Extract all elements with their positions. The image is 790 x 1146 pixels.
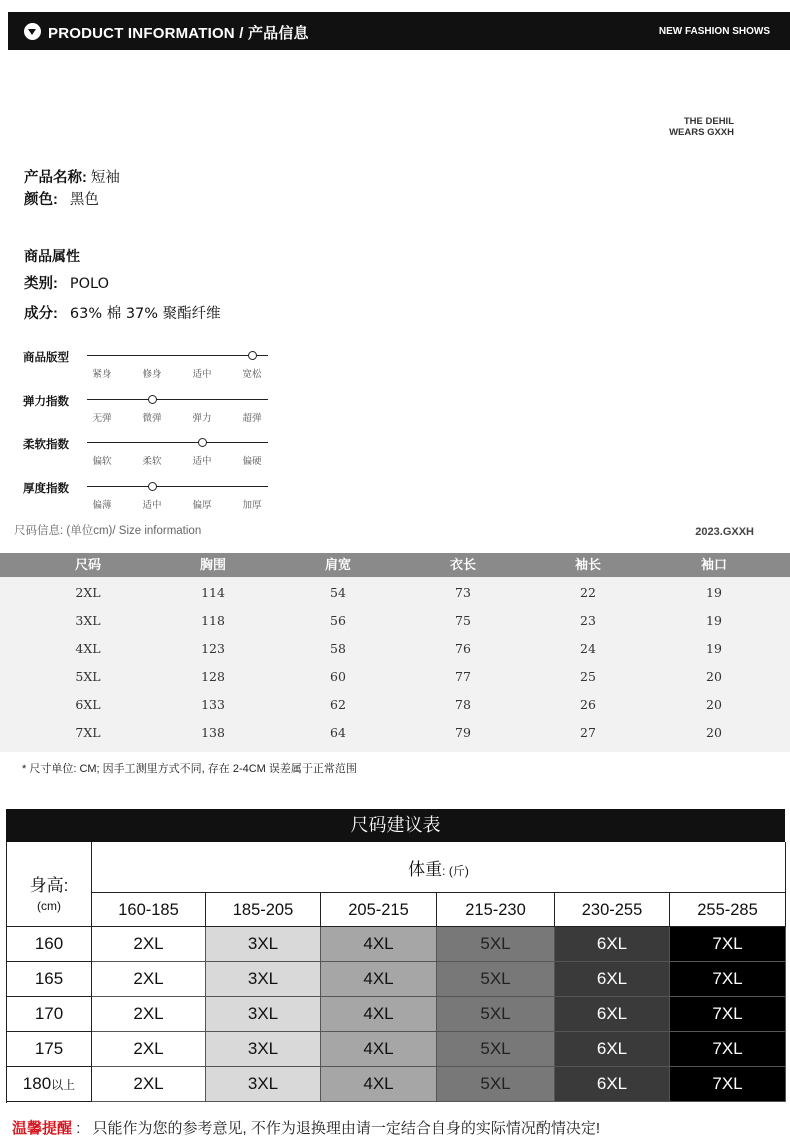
size-col-header: 袖口 <box>700 557 727 572</box>
slider-knob <box>148 482 157 491</box>
attribute-slider <box>23 480 283 520</box>
size-recommendation-cell: 4XL <box>321 1067 437 1102</box>
slider-track <box>87 442 268 443</box>
brand-mark <box>669 116 734 138</box>
slider-knob <box>198 438 207 447</box>
slider-tick-label: 宽松 <box>242 369 262 380</box>
size-table-cell: 2XL <box>75 585 101 600</box>
size-table-cell: 25 <box>580 669 596 684</box>
recommendation-table <box>6 842 785 1103</box>
size-col-header: 胸围 <box>199 557 226 572</box>
product-color-value: 黑色 <box>69 192 99 208</box>
size-recommendation-cell: 6XL <box>555 927 670 962</box>
size-recommendation-cell: 2XL <box>92 1067 206 1102</box>
header-title: PRODUCT INFORMATION / 产品信息 <box>48 25 309 42</box>
size-table-cell: 19 <box>706 641 722 656</box>
size-info-heading: 尺码信息: (单位cm)/ Size information <box>14 525 202 537</box>
recommendation-title: 尺码建议表 <box>6 809 785 842</box>
height-value-cell <box>7 1067 92 1102</box>
weight-range-header: 205-215 <box>321 893 437 927</box>
product-name-value: 短袖 <box>90 170 120 186</box>
size-table-cell: 3XL <box>75 613 101 628</box>
height-value-cell <box>7 962 92 997</box>
size-table-cell: 123 <box>201 641 225 656</box>
size-table-cell: 23 <box>580 613 596 628</box>
year-label: 2023.GXXH <box>695 526 754 538</box>
size-table-cell: 77 <box>455 669 471 684</box>
size-col-header: 肩宽 <box>324 557 351 572</box>
slider-track <box>87 355 268 356</box>
size-table-cell: 78 <box>455 697 471 712</box>
weight-range-header: 160-185 <box>92 893 206 927</box>
header-tag: NEW FASHION SHOWS <box>658 26 770 37</box>
size-recommendation-cell: 2XL <box>92 927 206 962</box>
slider-tick-label: 弹力 <box>192 413 212 424</box>
size-table-cell: 20 <box>706 669 722 684</box>
size-recommendation-cell: 7XL <box>670 927 786 962</box>
product-name-label: 产品名称: <box>24 170 87 186</box>
height-value: 165 <box>34 969 64 988</box>
size-table-cell: 20 <box>706 697 722 712</box>
height-header-unit: (cm) <box>37 899 61 913</box>
size-table-cell: 75 <box>455 613 471 628</box>
size-recommendation-cell: 6XL <box>555 962 670 997</box>
slider-tick-label: 偏薄 <box>92 500 112 511</box>
size-table-cell: 138 <box>201 725 225 740</box>
height-header-label: 身高: <box>29 876 69 895</box>
weight-range-header: 255-285 <box>670 893 786 927</box>
height-value-cell <box>7 927 92 962</box>
slider-label: 柔软指数 <box>23 439 69 451</box>
size-recommendation-cell: 5XL <box>437 1032 555 1067</box>
category-label: 类别: <box>24 276 58 292</box>
size-recommendation-cell: 5XL <box>437 962 555 997</box>
size-table-cell: 62 <box>330 697 346 712</box>
header-bar <box>8 12 790 50</box>
weight-header-unit: : (斤) <box>442 864 469 878</box>
height-value-cell <box>7 1032 92 1067</box>
slider-tick-label: 微弹 <box>142 413 162 424</box>
chevron-down-circle-icon <box>24 23 41 40</box>
height-value: 175 <box>34 1039 64 1058</box>
size-table-cell: 19 <box>706 613 722 628</box>
slider-tick-label: 柔软 <box>142 456 162 467</box>
size-recommendation-cell: 3XL <box>206 962 321 997</box>
size-table <box>0 553 790 752</box>
product-color-label: 颜色: <box>24 192 58 208</box>
size-table-cell: 128 <box>201 669 225 684</box>
size-table-cell: 114 <box>201 585 225 600</box>
size-recommendation-cell: 7XL <box>670 997 786 1032</box>
reminder-text: 只能作为您的参考意见, 不作为退换理由请一定结合自身的实际情况酌情决定! <box>92 1120 601 1137</box>
size-table-cell: 79 <box>455 725 471 740</box>
size-recommendation-cell: 4XL <box>321 927 437 962</box>
slider-knob <box>248 351 257 360</box>
reminder-label: 温馨提醒 <box>12 1120 73 1137</box>
slider-tick-label: 偏软 <box>92 456 112 467</box>
size-table-cell: 27 <box>580 725 596 740</box>
size-table-body <box>0 577 790 752</box>
reminder <box>12 1117 600 1138</box>
attribute-slider <box>23 393 283 433</box>
size-recommendation-cell: 3XL <box>206 927 321 962</box>
slider-label: 弹力指数 <box>23 396 69 408</box>
category-value: POLO <box>69 276 110 292</box>
reminder-colon: : <box>76 1120 81 1137</box>
weight-header <box>92 842 786 893</box>
material-label: 成分: <box>24 306 58 322</box>
size-table-cell: 26 <box>580 697 596 712</box>
size-recommendation-cell: 2XL <box>92 962 206 997</box>
size-table-cell: 22 <box>580 585 596 600</box>
size-recommendation-cell: 6XL <box>555 1067 670 1102</box>
slider-tick-label: 偏厚 <box>192 500 212 511</box>
attribute-slider <box>23 349 283 389</box>
slider-track <box>87 486 268 487</box>
height-suffix: 以上 <box>51 1078 76 1092</box>
size-recommendation-cell: 6XL <box>555 1032 670 1067</box>
slider-tick-label: 加厚 <box>242 500 262 511</box>
size-recommendation-cell: 4XL <box>321 1032 437 1067</box>
size-table-cell: 58 <box>330 641 346 656</box>
slider-tick-label: 超弹 <box>242 413 262 424</box>
attribute-slider <box>23 436 283 476</box>
slider-label: 厚度指数 <box>23 483 69 495</box>
size-footnote: * 尺寸单位: CM; 因手工测里方式不同, 存在 2-4CM 误差属于正常范围 <box>22 763 357 775</box>
weight-range-header: 215-230 <box>437 893 555 927</box>
slider-tick-label: 适中 <box>192 369 212 380</box>
size-recommendation-cell: 5XL <box>437 927 555 962</box>
product-color-line <box>24 188 99 209</box>
size-table-cell: 64 <box>330 725 346 740</box>
size-table-cell: 4XL <box>75 641 101 656</box>
brand-line-1: THE DEHIL <box>683 116 734 127</box>
slider-knob <box>148 395 157 404</box>
size-recommendation-cell: 3XL <box>206 1067 321 1102</box>
slider-tick-label: 适中 <box>142 500 162 511</box>
material-value: 63% 棉 37% 聚酯纤维 <box>69 306 221 322</box>
category-line <box>24 272 109 293</box>
weight-header-label: 体重 <box>408 860 443 879</box>
size-recommendation-cell: 6XL <box>555 997 670 1032</box>
size-table-cell: 76 <box>455 641 471 656</box>
size-col-header: 衣长 <box>449 557 476 572</box>
weight-range-header: 185-205 <box>206 893 321 927</box>
size-recommendation-cell: 5XL <box>437 997 555 1032</box>
height-value-cell <box>7 997 92 1032</box>
size-recommendation-cell: 3XL <box>206 1032 321 1067</box>
product-name-line <box>24 166 120 187</box>
slider-track <box>87 399 268 400</box>
slider-tick-label: 无弹 <box>92 413 112 424</box>
size-table-header <box>0 553 790 577</box>
attributes-title: 商品属性 <box>24 248 80 264</box>
slider-tick-label: 修身 <box>142 369 162 380</box>
slider-tick-label: 偏硬 <box>242 456 262 467</box>
size-table-cell: 56 <box>330 613 346 628</box>
slider-tick-label: 适中 <box>192 456 212 467</box>
size-recommendation-cell: 4XL <box>321 997 437 1032</box>
size-table-cell: 60 <box>330 669 346 684</box>
size-table-cell: 73 <box>455 585 471 600</box>
size-recommendation-cell: 5XL <box>437 1067 555 1102</box>
size-recommendation-cell: 3XL <box>206 997 321 1032</box>
size-table-cell: 7XL <box>75 725 101 740</box>
height-value: 170 <box>34 1004 64 1023</box>
height-header <box>7 842 92 927</box>
size-table-cell: 19 <box>706 585 722 600</box>
size-table-cell: 133 <box>201 697 225 712</box>
size-recommendation-cell: 2XL <box>92 1032 206 1067</box>
size-col-header: 尺码 <box>74 557 101 572</box>
size-table-cell: 20 <box>706 725 722 740</box>
size-table-cell: 6XL <box>75 697 101 712</box>
height-value: 160 <box>34 934 64 953</box>
size-table-cell: 54 <box>330 585 346 600</box>
size-table-cell: 5XL <box>75 669 101 684</box>
size-recommendation-cell: 7XL <box>670 1067 786 1102</box>
slider-label: 商品版型 <box>23 352 69 364</box>
material-line <box>24 302 221 323</box>
size-recommendation-cell: 2XL <box>92 997 206 1032</box>
size-recommendation-cell: 7XL <box>670 962 786 997</box>
size-table-cell: 24 <box>580 641 596 656</box>
height-value: 180 <box>22 1074 52 1093</box>
size-recommendation-cell: 4XL <box>321 962 437 997</box>
size-recommendation-cell: 7XL <box>670 1032 786 1067</box>
slider-tick-label: 紧身 <box>92 369 112 380</box>
weight-range-header: 230-255 <box>555 893 670 927</box>
brand-line-2: WEARS GXXH <box>669 127 734 138</box>
size-col-header: 袖长 <box>574 557 601 572</box>
size-table-cell: 118 <box>201 613 225 628</box>
